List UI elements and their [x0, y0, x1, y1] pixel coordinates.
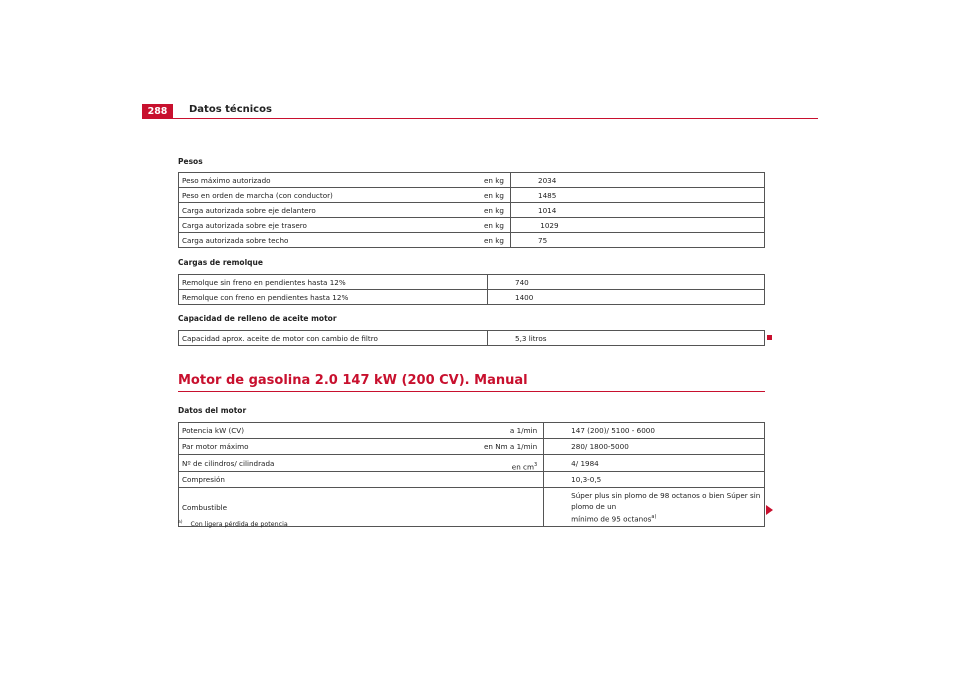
table-row	[179, 439, 765, 455]
table-row	[179, 455, 765, 472]
unit-superscript: 3	[533, 461, 538, 468]
footnote	[178, 520, 288, 528]
page-number: 288	[142, 104, 173, 118]
row-unit: en Nm a 1/min	[481, 439, 544, 455]
row-value	[544, 488, 765, 527]
row-unit: en kg	[481, 218, 511, 233]
row-unit: en kg	[481, 233, 511, 248]
row-desc: Carga autorizada sobre techo	[179, 233, 482, 248]
table-row	[179, 331, 765, 346]
row-desc: Remolque con freno en pendientes hasta 12%	[179, 290, 488, 305]
pesos-table	[178, 172, 765, 248]
value-line-2: mínimo de 95 octanos	[571, 514, 652, 524]
row-value: 5,3 litros	[488, 331, 765, 346]
table-row	[179, 173, 765, 188]
row-desc: Par motor máximo	[179, 439, 482, 455]
row-desc: Compresión	[179, 472, 482, 488]
row-unit: a 1/min	[481, 423, 544, 439]
section-label-datos-motor: Datos del motor	[178, 406, 247, 415]
row-unit	[481, 488, 544, 527]
aceite-table	[178, 330, 765, 346]
section-label-aceite: Capacidad de relleno de aceite motor	[178, 314, 337, 323]
row-value: 1014	[511, 203, 765, 218]
motor-heading: Motor de gasolina 2.0 147 kW (200 CV). Manual	[178, 373, 528, 388]
table-row	[179, 203, 765, 218]
table-row	[179, 472, 765, 488]
row-desc: Remolque sin freno en pendientes hasta 12%	[179, 275, 488, 290]
footnote-mark: a)	[178, 520, 183, 525]
row-value: 280/ 1800-5000	[544, 439, 765, 455]
table-row	[179, 218, 765, 233]
row-desc: Carga autorizada sobre eje trasero	[179, 218, 482, 233]
row-value: 1485	[511, 188, 765, 203]
row-value: 1029	[511, 218, 765, 233]
table-row	[179, 290, 765, 305]
motor-table	[178, 422, 765, 527]
row-value: 4/ 1984	[544, 455, 765, 472]
row-unit: en kg	[481, 203, 511, 218]
row-unit	[481, 455, 544, 472]
row-value: 10,3-0,5	[544, 472, 765, 488]
row-value: 2034	[511, 173, 765, 188]
section-label-remolque: Cargas de remolque	[178, 258, 263, 267]
continue-arrow-icon	[766, 505, 773, 515]
row-unit: en kg	[481, 188, 511, 203]
row-desc: Peso en orden de marcha (con conductor)	[179, 188, 482, 203]
table-row	[179, 275, 765, 290]
value-line-1: Súper plus sin plomo de 98 octanos o bien Súper sin plomo de un	[571, 491, 761, 511]
row-desc: Nº de cilindros/ cilindrada	[179, 455, 482, 472]
heading-rule	[178, 391, 765, 392]
row-value: 1400	[488, 290, 765, 305]
row-desc: Combustible	[179, 488, 482, 527]
row-unit	[481, 472, 544, 488]
table-row	[179, 233, 765, 248]
row-desc: Capacidad aprox. aceite de motor con cambio de filtro	[179, 331, 488, 346]
table-row	[179, 423, 765, 439]
unit-text: en cm	[511, 462, 534, 471]
row-unit: en kg	[481, 173, 511, 188]
section-label-pesos: Pesos	[178, 157, 203, 166]
row-value: 75	[511, 233, 765, 248]
row-desc: Peso máximo autorizado	[179, 173, 482, 188]
footnote-text: Con ligera pérdida de potencia	[190, 521, 288, 529]
row-value: 147 (200)/ 5100 - 6000	[544, 423, 765, 439]
table-row	[179, 188, 765, 203]
section-end-marker	[767, 335, 772, 340]
page-title: Datos técnicos	[189, 104, 272, 115]
row-desc: Potencia kW (CV)	[179, 423, 482, 439]
header-rule	[142, 118, 818, 119]
footnote-ref: a)	[651, 514, 657, 520]
row-value: 740	[488, 275, 765, 290]
remolque-table	[178, 274, 765, 305]
row-desc: Carga autorizada sobre eje delantero	[179, 203, 482, 218]
